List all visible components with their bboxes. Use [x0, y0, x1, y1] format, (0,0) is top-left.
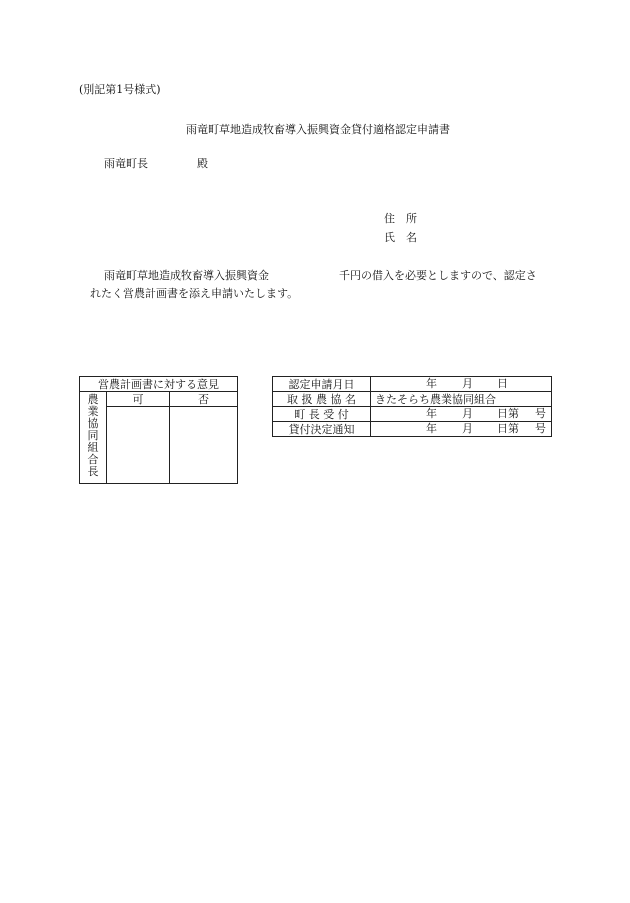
- addressee-honorific: 殿: [197, 157, 208, 170]
- applicant-address-label: 住 所: [384, 212, 417, 225]
- application-date-label: 認定申請月日: [273, 377, 371, 392]
- opinion-table-header: 営農計画書に対する意見: [80, 377, 238, 392]
- table-row: [273, 422, 552, 437]
- body-text-line2: れたく営農計画書を添え申請いたします。: [90, 287, 299, 300]
- body-text-line1-part2: 千円の借入を必要としますので、認定さ: [339, 269, 537, 282]
- table-row: [273, 377, 552, 392]
- cooperative-head-label: 農 業 協 同 組 合 長: [80, 392, 107, 484]
- opinion-approve-cell: [107, 407, 170, 484]
- opinion-approve-header: 可: [107, 392, 170, 407]
- opinion-table: [79, 376, 238, 484]
- loan-decision-value: 年 月 日第 号: [371, 422, 552, 437]
- form-number-label: (別記第1号様式): [79, 83, 161, 96]
- handling-coop-label: 取 扱 農 協 名: [273, 392, 371, 407]
- application-date-value: 年 月 日: [371, 377, 552, 392]
- document-title: 雨竜町草地造成牧畜導入振興資金貸付適格認定申請書: [186, 123, 450, 136]
- handling-coop-value: きたそらち農業協同組合: [371, 392, 552, 407]
- body-text-line1-part1: 雨竜町草地造成牧畜導入振興資金: [104, 269, 269, 282]
- mayor-receipt-value: 年 月 日第 号: [371, 407, 552, 422]
- mayor-receipt-label: 町 長 受 付: [273, 407, 371, 422]
- loan-decision-label: 貸付決定通知: [273, 422, 371, 437]
- addressee-name: 雨竜町長: [104, 157, 148, 170]
- opinion-reject-cell: [170, 407, 238, 484]
- opinion-reject-header: 否: [170, 392, 238, 407]
- table-row: [273, 392, 552, 407]
- applicant-name-label: 氏 名: [384, 231, 417, 244]
- table-row: [273, 407, 552, 422]
- application-info-table: [272, 376, 552, 437]
